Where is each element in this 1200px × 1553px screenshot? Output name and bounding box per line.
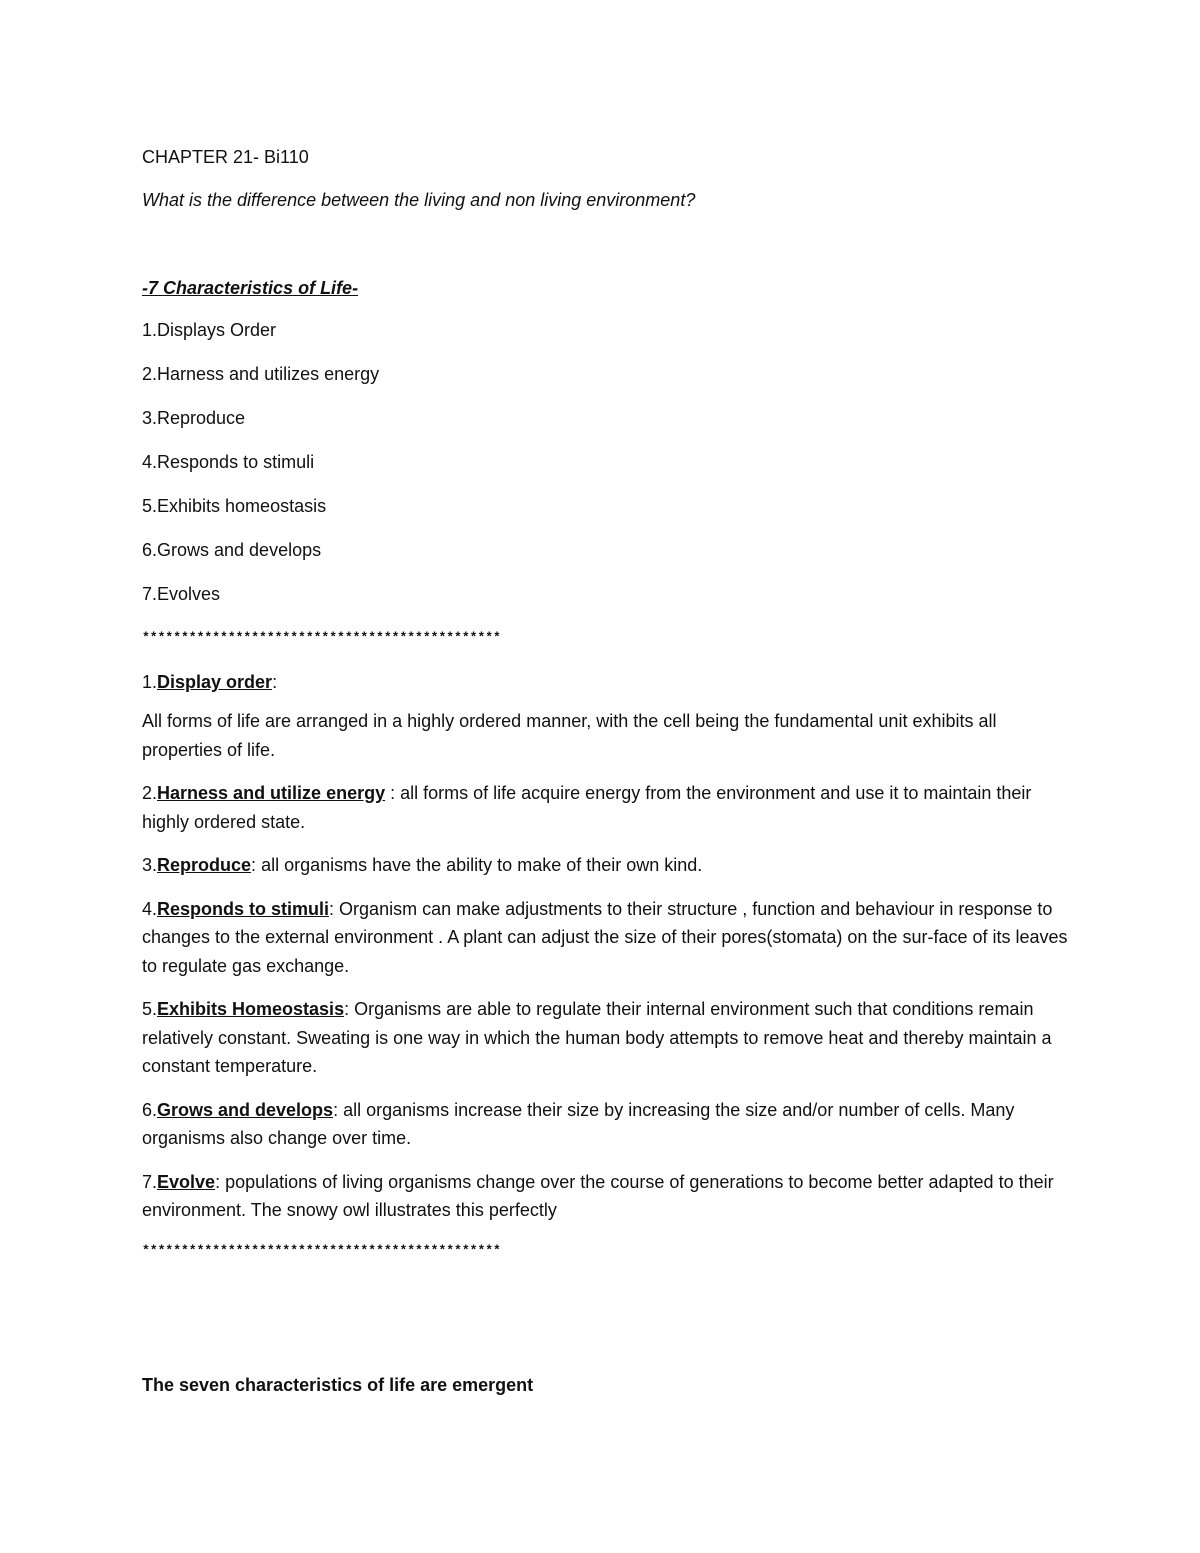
list-item: 2.Harness and utilizes energy	[142, 364, 380, 384]
list-item: 5.Exhibits homeostasis	[142, 496, 327, 516]
definition-text: all organisms increase their size by increasing the size and/or number of cells. Many organisms also change over time.	[142, 1099, 1015, 1148]
list-item: 6.Grows and develops	[142, 540, 322, 560]
guiding-question: What is the difference between the living and non living environment?	[142, 190, 696, 210]
definition-separator: :	[251, 855, 257, 875]
definition-text: all forms of life acquire energy from the environment and use it to maintain their highly ordered state.	[142, 783, 1032, 832]
closing-statement: The seven characteristics of life are emergent	[142, 1374, 534, 1395]
definition-paragraph	[142, 779, 1072, 836]
definition-number: 3.	[142, 855, 158, 875]
definition-number: 7.	[142, 1171, 158, 1192]
definition-number: 6.	[142, 1099, 158, 1120]
list-item: 1.Displays Order	[142, 320, 277, 340]
document-title: CHAPTER 21- Bi110	[142, 147, 309, 167]
definition-term: Grows and develops	[157, 1099, 334, 1120]
definition-text: all organisms have the ability to make of their own kind.	[256, 855, 703, 875]
list-item: 7.Evolves	[142, 584, 221, 604]
definition-term: Reproduce	[157, 855, 252, 875]
definition-paragraph	[142, 1168, 1072, 1225]
definition-number: 1.	[142, 672, 158, 692]
definition-text: Organisms are able to regulate their internal environment such that conditions remain relatively constant. Sweating is one way in which the human body attempts to remove heat and thereby maintain a constant temperature.	[142, 999, 1052, 1076]
definition-term: Evolve	[157, 1171, 216, 1192]
definition-text: Organism can make adjustments to their structure , function and behaviour in response to changes to the external environment . A plant can adjust the size of their pores(stomata) on the sur-face of its leaves to regulate gas exchange.	[142, 898, 1068, 976]
definition-number: 2.	[142, 783, 158, 803]
definition-paragraph	[142, 1096, 1072, 1153]
definition-heading	[142, 671, 1072, 693]
list-item: 4.Responds to stimuli	[142, 452, 315, 472]
definition-number: 5.	[142, 999, 158, 1019]
definition-separator: :	[344, 999, 350, 1019]
definition-term: Display order	[157, 672, 273, 692]
definition-term: Exhibits Homeostasis	[157, 999, 345, 1019]
definition-term: Harness and utilize energy	[157, 783, 386, 803]
asterisk-separator: **********************************************	[142, 1242, 501, 1258]
definition-paragraph	[142, 895, 1072, 981]
definition-separator: :	[272, 672, 278, 692]
asterisk-separator: **********************************************	[142, 630, 501, 645]
definition-separator: :	[215, 1171, 221, 1192]
definition-paragraph	[142, 995, 1072, 1081]
definition-paragraph: All forms of life are arranged in a highly ordered manner, with the cell being the fundamental unit exhibits all properties of life.	[142, 711, 997, 760]
definition-paragraph	[142, 851, 1072, 880]
definition-text: populations of living organisms change over the course of generations to become better adapted to their environment. The snowy owl illustrates this perfectly	[142, 1171, 1054, 1220]
definition-separator: :	[385, 783, 396, 803]
characteristics-list	[142, 319, 1072, 605]
document-body	[142, 146, 1072, 1396]
definition-separator: :	[333, 1099, 339, 1120]
definition-number: 4.	[142, 898, 158, 919]
list-item: 3.Reproduce	[142, 408, 246, 428]
definition-separator: :	[329, 898, 335, 919]
definition-term: Responds to stimuli	[157, 898, 330, 919]
section-heading: -7 Characteristics of Life-	[142, 278, 359, 298]
